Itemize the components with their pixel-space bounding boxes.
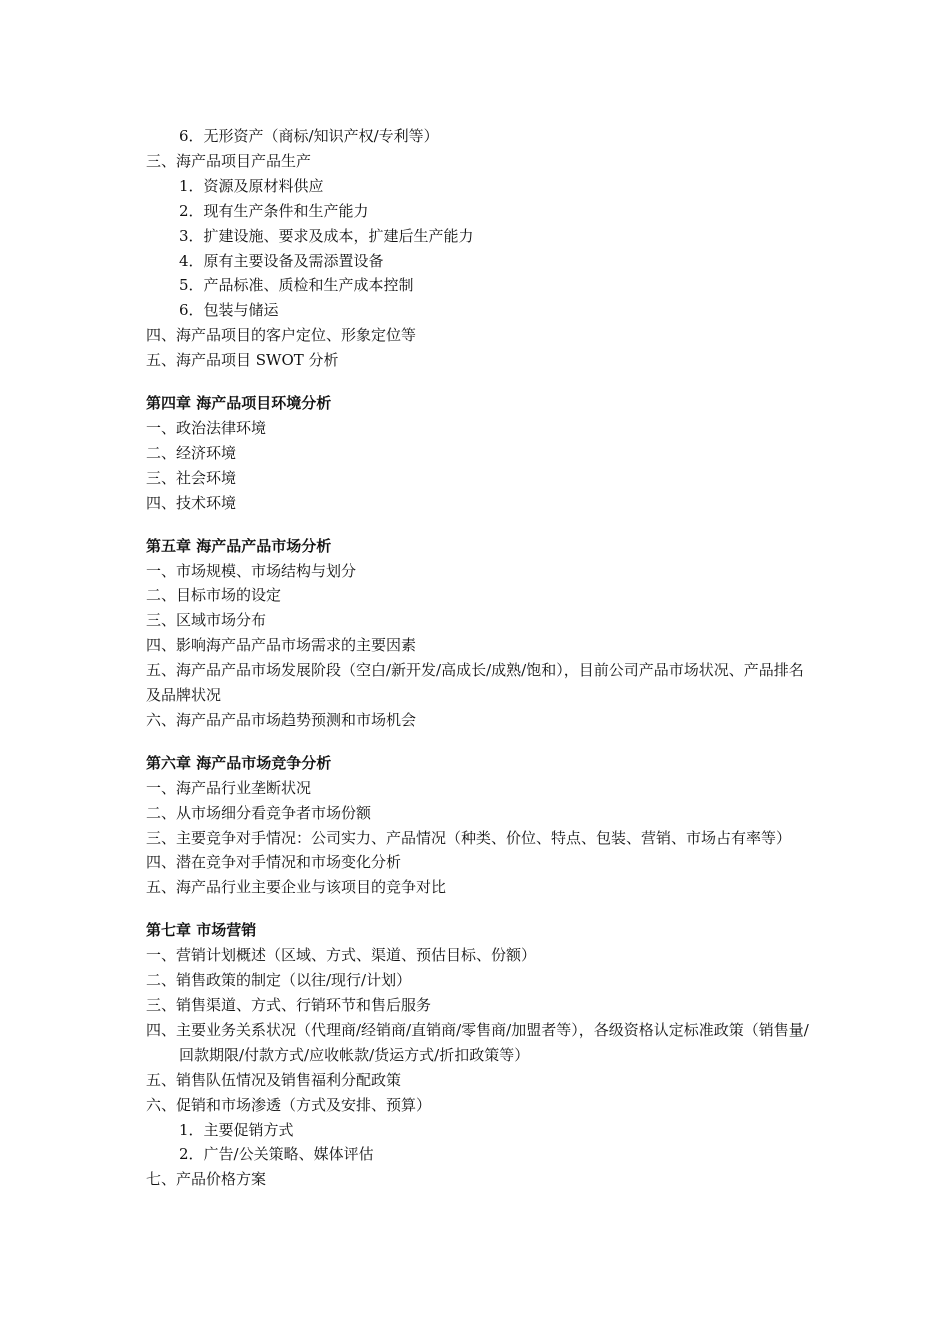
outline-item: 一、市场规模、市场结构与划分: [146, 561, 357, 580]
chapter-4-title: 第四章 海产品项目环境分析: [146, 394, 332, 413]
chapter-5-list: [146, 559, 816, 733]
outline-item: 一、政治法律环境: [146, 418, 267, 437]
document-content: [146, 124, 816, 1192]
outline-item: 二、经济环境: [146, 443, 237, 462]
outline-item: 三、区域市场分布: [146, 611, 267, 630]
intro-section: [146, 124, 816, 373]
chapter-7-title: 第七章 市场营销: [146, 921, 257, 940]
outline-item: 二、销售政策的制定（以往/现行/计划）: [146, 971, 412, 990]
chapter-6-list: [146, 776, 816, 901]
outline-item: 4．原有主要设备及需添置设备: [179, 251, 384, 270]
outline-item: 七、产品价格方案: [146, 1170, 267, 1189]
chapter-4-list: [146, 416, 816, 516]
outline-item: 五、海产品行业主要企业与该项目的竞争对比: [146, 878, 447, 897]
outline-item: 2．广告/公关策略、媒体评估: [179, 1145, 374, 1164]
outline-item: 一、营销计划概述（区域、方式、渠道、预估目标、份额）: [146, 946, 537, 965]
outline-item: 五、销售队伍情况及销售福利分配政策: [146, 1070, 402, 1089]
outline-item: 6．无形资产（商标/知识产权/专利等）: [179, 127, 439, 145]
chapter-5-title: 第五章 海产品产品市场分析: [146, 536, 332, 555]
chapter-6-title: 第六章 海产品市场竞争分析: [146, 753, 332, 772]
outline-item: 1．资源及原材料供应: [179, 176, 324, 195]
outline-item: 四、影响海产品产品市场需求的主要因素: [146, 636, 417, 655]
outline-item: 六、促销和市场渗透（方式及安排、预算）: [146, 1095, 432, 1114]
outline-item: 三、社会环境: [146, 468, 237, 487]
outline-item: 6．包装与储运: [179, 301, 279, 320]
outline-item: 四、海产品项目的客户定位、形象定位等: [146, 326, 417, 345]
outline-item: 四、技术环境: [146, 493, 237, 512]
outline-item: 二、从市场细分看竞争者市场份额: [146, 803, 372, 822]
outline-item: 二、目标市场的设定: [146, 586, 282, 605]
outline-item: 四、潜在竞争对手情况和市场变化分析: [146, 853, 402, 872]
outline-item: 5．产品标准、质检和生产成本控制: [179, 276, 414, 295]
outline-item: 三、主要竞争对手情况：公司实力、产品情况（种类、价位、特点、包装、营销、市场占有率等）: [146, 828, 792, 847]
outline-item: 六、海产品产品市场趋势预测和市场机会: [146, 710, 417, 729]
outline-item: 四、主要业务关系状况（代理商/经销商/直销商/零售商/加盟者等），各级资格认定标准政策（销售量/回款期限/付款方式/应收帐款/货运方式/折扣政策等）: [146, 1020, 809, 1064]
outline-item: 2．现有生产条件和生产能力: [179, 201, 369, 220]
outline-item: 3．扩建设施、要求及成本，扩建后生产能力: [179, 226, 474, 245]
outline-item: 1．主要促销方式: [179, 1120, 294, 1139]
outline-item: 五、海产品产品市场发展阶段（空白/新开发/高成长/成熟/饱和），目前公司产品市场状况、产品排名及品牌状况: [146, 661, 804, 705]
outline-item: 一、海产品行业垄断状况: [146, 778, 312, 797]
outline-item: 五、海产品项目 SWOT 分析: [146, 351, 339, 370]
outline-item: 三、海产品项目产品生产: [146, 151, 312, 170]
chapter-7-list: [146, 943, 816, 1192]
outline-item: 三、销售渠道、方式、行销环节和售后服务: [146, 996, 432, 1014]
